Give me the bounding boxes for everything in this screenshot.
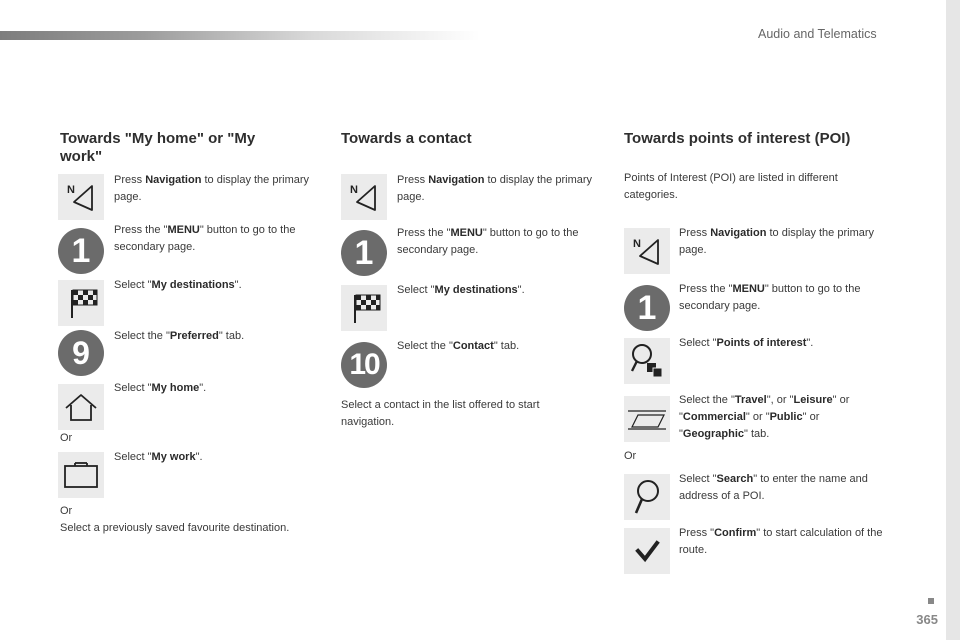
- navigation-icon: [624, 228, 670, 274]
- svg-text:N: N: [633, 238, 641, 250]
- step-10-badge: 10: [341, 342, 387, 388]
- or-label: Or: [60, 505, 73, 517]
- poi-intro: Points of Interest (POI) are listed in different categories.: [624, 172, 838, 201]
- step-1-badge: 1: [624, 285, 670, 331]
- step-1-badge: 1: [58, 228, 104, 274]
- step-confirm-text: Press "Confirm" to start calculation of the route.: [679, 527, 883, 556]
- header-gradient-bar: [0, 31, 480, 40]
- home-icon: [58, 384, 104, 430]
- contact-note: Select a contact in the list offered to start navigation.: [341, 399, 540, 428]
- column-2-title: Towards a contact: [341, 130, 472, 147]
- step-category-text: Select the "Travel", or "Leisure" or "Commercial" or "Public" or "Geographic" tab.: [679, 394, 850, 440]
- search-icon: [624, 474, 670, 520]
- checkmark-icon: [624, 528, 670, 574]
- section-title: Audio and Telematics: [758, 27, 877, 41]
- svg-text:N: N: [350, 184, 358, 196]
- or-label: Or: [624, 450, 637, 462]
- step-home-text: Select "My home".: [114, 382, 207, 394]
- briefcase-icon: [58, 452, 104, 498]
- step-navigation-text: Press Navigation to display the primary page.: [679, 227, 875, 256]
- step-menu-text: Press the "MENU" button to go to the secondary page.: [114, 224, 296, 253]
- step-navigation-text: Press Navigation to display the primary page.: [114, 174, 310, 203]
- step-preferred-text: Select the "Preferred" tab.: [114, 330, 245, 342]
- page-marker: [928, 598, 934, 604]
- step-menu-text: Press the "MENU" button to go to the secondary page.: [679, 283, 861, 312]
- column-3-title: Towards points of interest (POI): [624, 130, 851, 147]
- category-tabs-icon: [624, 396, 670, 442]
- navigation-icon: [58, 174, 104, 220]
- svg-text:N: N: [67, 184, 75, 196]
- column-1-title: Towards "My home" or "My work": [60, 130, 256, 165]
- step-search-text: Select "Search" to enter the name and address of a POI.: [679, 473, 868, 502]
- step-9-badge: 9: [58, 330, 104, 376]
- step-navigation-text: Press Navigation to display the primary page.: [397, 174, 593, 203]
- step-destinations-text: Select "My destinations".: [397, 284, 525, 296]
- step-destinations-text: Select "My destinations".: [114, 279, 242, 291]
- favourite-note: Select a previously saved favourite destination.: [60, 522, 290, 534]
- step-poi-text: Select "Points of interest".: [679, 337, 814, 349]
- step-contact-text: Select the "Contact" tab.: [397, 340, 520, 352]
- step-menu-text: Press the "MENU" button to go to the secondary page.: [397, 227, 579, 256]
- page-edge-strip: [946, 0, 960, 640]
- checkered-flag-icon: [58, 280, 104, 326]
- navigation-icon: [341, 174, 387, 220]
- step-work-text: Select "My work".: [114, 451, 203, 463]
- or-label: Or: [60, 432, 73, 444]
- page-number: 365: [916, 612, 938, 627]
- checkered-flag-icon: [341, 285, 387, 331]
- poi-search-icon: [624, 338, 670, 384]
- step-1-badge: 1: [341, 230, 387, 276]
